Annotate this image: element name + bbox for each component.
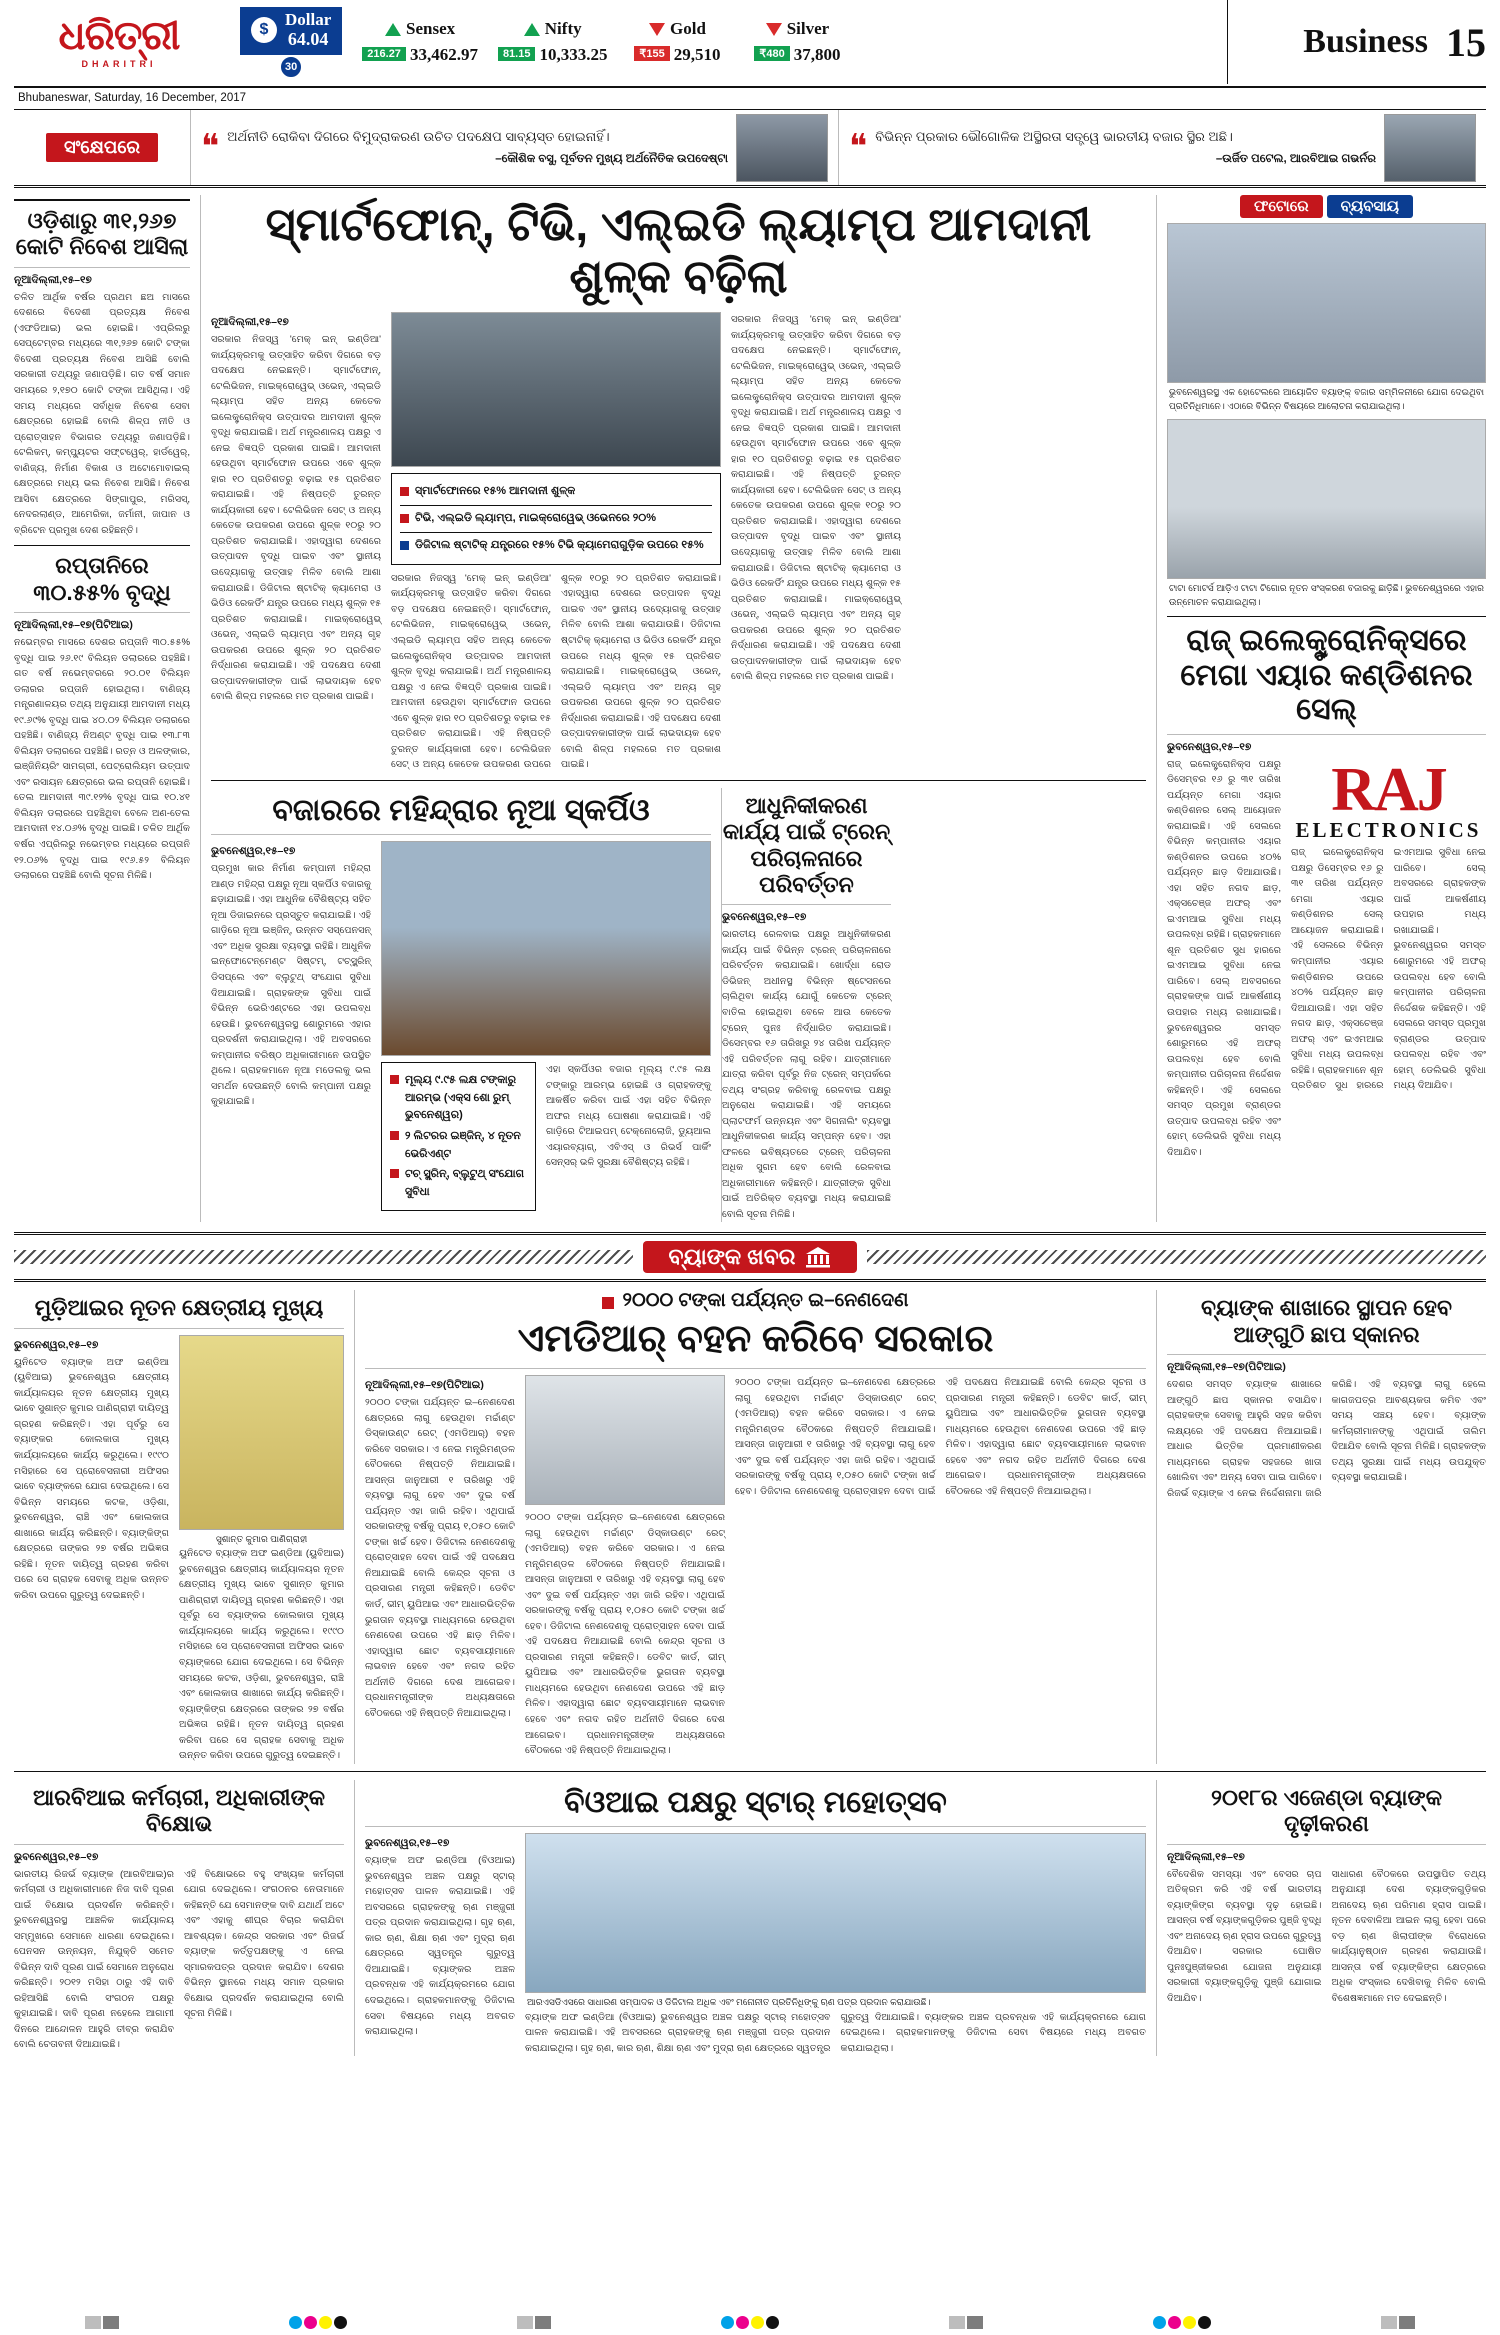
quote-2-attribution: –ଉର୍ଜିତ ପଟେଲ, ଆରବିଆଇ ଗଭର୍ନର [1215,152,1376,165]
ticker-value-sensex: 33,462.97 [409,45,478,64]
lead-bullet-3 [400,538,712,554]
agenda-body-2: ସାଧାରଣ ବୈଠକରେ ଉପସ୍ଥାପିତ ତଥ୍ୟ ଅନୁଯାୟୀ ଦେଶ ବ୍ୟାଙ୍କଗୁଡ଼ିକର ଅନାଦେୟ ଋଣ ପରିମାଣ ହ୍ରାସ ପାଇଛି। ନୂତନ ଦେବାଳିଆ ଆଇନ ଲାଗୁ ହେବା ପରେ ବଡ଼ ଋଣ ଖିଲାପୀଙ୍କ ବିରୋଧରେ କାର୍ଯ୍ୟାନୁଷ୍ଠାନ ଗ୍ରହଣ କରାଯାଉଛି। ଆସନ୍ତା ବର୍ଷ ବ୍ୟାଙ୍କିଙ୍ଗ କ୍ଷେତ୍ରରେ ଅଧିକ ସଂସ୍କାର ଦେଖିବାକୁ ମିଳିବ ବୋଲି ବିଶେଷଜ୍ଞମାନେ ମତ ଦେଇଛନ୍ତି। [1331,1868,1486,2004]
square-bullet-icon [400,514,409,523]
photo-feature-meeting [1167,223,1486,383]
mahindra-photo-scorpio [381,841,711,1056]
lead-bullet-2 [400,511,712,527]
lead-body-2: ସରକାର ନିଜସ୍ୱ 'ମେକ୍ ଇନ୍ ଇଣ୍ଡିଆ' କାର୍ଯ୍ୟକ୍ରମକୁ ଉତ୍ସାହିତ କରିବା ଦିଗରେ ବଡ଼ ପଦକ୍ଷେପ ନେଇଛନ୍ତି। ସ୍ମାର୍ଟଫୋନ୍, ଟେଲିଭିଜନ, ମାଇକ୍ରୋୱେଭ୍ ଓଭେନ୍, ଏଲ୍ଇଡି ଲ୍ୟାମ୍ପ ସହିତ ଅନ୍ୟ କେତେକ ଇଲେକ୍ଟ୍ରୋନିକ୍ସ ଉତ୍ପାଦର ଆମଦାନୀ ଶୁଳ୍କ ବୃଦ୍ଧି କରାଯାଇଛି। ଅର୍ଥ ମନ୍ତ୍ରଣାଳୟ ପକ୍ଷରୁ ଏ ନେଇ ବିଜ୍ଞପ୍ତି ପ୍ରକାଶ ପାଇଛି। ଆମଦାନୀ ହେଉଥିବା ସ୍ମାର୍ଟଫୋନ ଉପରେ ଏବେ ଶୁଳ୍କ ହାର ୧୦ ପ୍ରତିଶତରୁ ବଢ଼ାଇ ୧୫ ପ୍ରତିଶତ କରାଯାଇଛି। ଏହି ନିଷ୍ପତ୍ତି ତୁରନ୍ତ କାର୍ଯ୍ୟକାରୀ ହେବ। ଟେଲିଭିଜନ ସେଟ୍ ଓ ଅନ୍ୟ କେତେକ ଉପକରଣ ଉପରେ ଶୁଳ୍କ ୧୦ରୁ ୨୦ ପ୍ରତିଶତ କରାଯାଇଛି। ଏହାଦ୍ୱାରା ଦେଶରେ ଉତ୍ପାଦନ ବୃଦ୍ଧି ପାଇବ ଏବଂ ସ୍ଥାନୀୟ ଉଦ୍ୟୋଗକୁ ଉତ୍ସାହ ମିଳିବ ବୋଲି ଆଶା କରାଯାଉଛି। ଡିଜିଟାଲ ଷ୍ଟାଟିକ୍ କ୍ୟାମେରା ଓ ଭିଡିଓ ରେକର୍ଡିଂ ଯନ୍ତ୍ର ଉପରେ ମଧ୍ୟ ଶୁଳ୍କ ୧୫ ପ୍ରତିଶତ କରାଯାଇଛି। ମାଇକ୍ରୋୱେଭ୍ ଓଭେନ୍, ଏଲ୍ଇଡି ଲ୍ୟାମ୍ପ ଏବଂ ଅନ୍ୟ ଗୃହ ଉପକରଣ ଉପରେ ଶୁଳ୍କ ୨୦ ପ୍ରତିଶତ ନିର୍ଦ୍ଧାରଣ କରାଯାଇଛି। ଏହି ପଦକ୍ଷେପ ଦେଶୀ ଉତ୍ପାଦନକାରୀଙ୍କ ପାଇଁ ଲାଭଦାୟକ ହେବ ବୋଲି ଶିଳ୍ପ ମହଲରେ ମତ ପ୍ରକାଶ ପାଇଛି। [391,572,721,771]
raj-kicker: ଭୁବନେଶ୍ୱର,୧୫–୧୭ [1167,740,1252,753]
quote-1-attribution: –କୌଶିକ ବସୁ, ପୂର୍ବତନ ମୁଖ୍ୟ ଅର୍ଥନୈତିକ ଉପଦେଷ୍ଟା [495,152,728,165]
mdr-headline: ଏମଡିଆର୍ ବହନ କରିବେ ସରକାର [517,1318,994,1361]
logo-text: ଧରିତ୍ରୀ [58,12,180,58]
raj-logo-sub: ELECTRONICS [1295,818,1482,843]
square-bullet-icon [602,1297,614,1309]
rbi-headline: ଆରବିଆଇ କର୍ମଚାରୀ, ଅଧିକାରୀଙ୍କ ବିକ୍ଷୋଭ [32,1784,326,1837]
modernization-body: ଭାରତୀୟ ରେଳବାଇ ପକ୍ଷରୁ ଆଧୁନିକୀକରଣ କାର୍ଯ୍ୟ ପାଇଁ ବିଭିନ୍ନ ଟ୍ରେନ୍ ପରିଚାଳନାରେ ପରିବର୍ତ୍ତନ କରାଯାଇଛି। ଖୋର୍ଦ୍ଧା ରୋଡ ଡିଭିଜନ୍ ଅଧୀନସ୍ଥ ବିଭିନ୍ନ ଷ୍ଟେସନରେ ଚାଲିଥିବା କାର୍ଯ୍ୟ ଯୋଗୁଁ କେତେକ ଟ୍ରେନ୍ ବାତିଲ ହୋଇଥିବା ବେଳେ ଆଉ କେତେକ ଟ୍ରେନ୍ ପୁନଃ ନିର୍ଦ୍ଧାରିତ କରାଯାଇଛି। ଡିସେମ୍ବର ୧୬ ତାରିଖରୁ ୨୪ ତାରିଖ ପର୍ଯ୍ୟନ୍ତ ଏହି ପରିବର୍ତ୍ତନ ଲାଗୁ ରହିବ। ଯାତ୍ରୀମାନେ ଯାତ୍ରା କରିବା ପୂର୍ବରୁ ନିଜ ଟ୍ରେନ୍ ସମ୍ପର୍କରେ ତଥ୍ୟ ସଂଗ୍ରହ କରିବାକୁ ରେଳବାଇ ପକ୍ଷରୁ ଅନୁରୋଧ କରାଯାଇଛି। ଏହି ସମୟରେ ପ୍ଲାଟଫର୍ମ ଉନ୍ନୟନ ଏବଂ ସିଗନାଲିଂ ବ୍ୟବସ୍ଥା ଆଧୁନିକୀକରଣ କାର୍ଯ୍ୟ ସମ୍ପନ୍ନ ହେବ। ଏହା ଫଳରେ ଭବିଷ୍ୟତରେ ଟ୍ରେନ୍ ପରିଚାଳନା ଅଧିକ ସୁଗମ ହେବ ବୋଲି ରେଳବାଇ ଅଧିକାରୀମାନେ କହିଛନ୍ତି। ଯାତ୍ରୀଙ୍କ ସୁବିଧା ପାଇଁ ଅତିରିକ୍ତ ବ୍ୟବସ୍ଥା ମଧ୍ୟ କରାଯାଇଛି ବୋଲି ସୂଚନା ମିଳିଛି। [722,929,891,1220]
reg-group-6 [1153,2316,1211,2329]
ticker-value-nifty: 10,333.25 [539,45,608,64]
bank-left-kicker: ଭୁବନେଶ୍ୱର,୧୫–୧୭ [14,1338,99,1351]
bank-news-title-text: ବ୍ୟାଙ୍କ ଖବର [668,1244,796,1270]
mdr-body-1: ୨୦୦୦ ଟଙ୍କା ପର୍ଯ୍ୟନ୍ତ ଇ–ନେଣଦେଣ କ୍ଷେତ୍ରରେ ଲାଗୁ ହେଉଥିବା ମର୍ଚ୍ଚାଣ୍ଟ ଡିସ୍କାଉଣ୍ଟ ରେଟ୍ (ଏମଡିଆର୍) ବହନ କରିବେ ସରକାର। ଏ ନେଇ ମନ୍ତ୍ରିମଣ୍ଡଳ ବୈଠକରେ ନିଷ୍ପତ୍ତି ନିଆଯାଇଛି। ଆସନ୍ତା ଜାନୁଆରୀ ୧ ତାରିଖରୁ ଏହି ବ୍ୟବସ୍ଥା ଲାଗୁ ହେବ ଏବଂ ଦୁଇ ବର୍ଷ ପର୍ଯ୍ୟନ୍ତ ଏହା ଜାରି ରହିବ। ଏଥିପାଇଁ ସରକାରଙ୍କୁ ବର୍ଷକୁ ପ୍ରାୟ ୧,୦୫୦ କୋଟି ଟଙ୍କା ଖର୍ଚ୍ଚ ହେବ। ଡିଜିଟାଲ ନେଣଦେଣକୁ ପ୍ରୋତ୍ସାହନ ଦେବା ପାଇଁ ଏହି ପଦକ୍ଷେପ ନିଆଯାଇଛି ବୋଲି କେନ୍ଦ୍ର ସୂଚନା ଓ ପ୍ରସାରଣ ମନ୍ତ୍ରୀ କହିଛନ୍ତି। ଡେବିଟ କାର୍ଡ, ଭୀମ୍ ୟୁପିଆଇ ଏବଂ ଆଧାରଭିତ୍ତିକ ଭୁଗତାନ ବ୍ୟବସ୍ଥା ମାଧ୍ୟମରେ ହେଉଥିବା ନେଣଦେଣ ଉପରେ ଏହି ଛାଡ଼ ମିଳିବ। ଏହାଦ୍ୱାରା ଛୋଟ ବ୍ୟବସାୟୀମାନେ ଲାଭବାନ ହେବେ ଏବଂ ନଗଦ ରହିତ ଅର୍ଥନୀତି ଦିଗରେ ଦେଶ ଆଗେଇବ। ପ୍ରଧାନମନ୍ତ୍ରୀଙ୍କ ଅଧ୍ୟକ୍ଷତାରେ ବୈଠକରେ ଏହି ନିଷ୍ପତ୍ତି ନିଆଯାଇଥିଲା। [365,1397,515,1719]
modernization-kicker: ଭୁବନେଶ୍ୱର,୧୫–୧୭ [722,911,807,924]
left-headline-2: ରପ୍ତାନିରେ ୩୦.୫୫% ବୃଦ୍ଧି [33,553,171,605]
ticker-name-gold: Gold [670,19,706,38]
bank-right-story [1156,1290,1486,1763]
bank-right-body: ଦେଶର ସମସ୍ତ ବ୍ୟାଙ୍କ ଶାଖାରେ ଆଙ୍ଗୁଠି ଛାପ ସ୍କାନର ବସାଯିବ। ଗ୍ରାହକଙ୍କ ସେବାକୁ ଆହୁରି ସହଜ କରିବା ଲକ୍ଷ୍ୟରେ ଏହି ପଦକ୍ଷେପ ନିଆଯାଇଛି। ଆଧାର ଭିତ୍ତିକ ପ୍ରମାଣୀକରଣ ମାଧ୍ୟମରେ ଗ୍ରାହକ ସହଜରେ ଖାତା ଖୋଲିବା ଏବଂ ଅନ୍ୟ ସେବା ପାଇ ପାରିବେ। ରିଜର୍ଭ ବ୍ୟାଙ୍କ ଏ ନେଇ ନିର୍ଦ୍ଦେଶନାମା ଜାରି କରିଛି। ଏହି ବ୍ୟବସ୍ଥା ଲାଗୁ ହେଲେ କାଗଜପତ୍ର ଆବଶ୍ୟକତା କମିବ ଏବଂ ସମୟ ସଞ୍ଚୟ ହେବ। ବ୍ୟାଙ୍କ କର୍ମଚାରୀମାନଙ୍କୁ ଏଥିପାଇଁ ତାଲିମ ଦିଆଯିବ ବୋଲି ସୂଚନା ମିଳିଛି। ଗ୍ରାହକଙ୍କ ତଥ୍ୟ ସୁରକ୍ଷା ପାଇଁ ମଧ୍ୟ ଉପଯୁକ୍ତ ବ୍ୟବସ୍ଥା କରାଯାଇଛି। [1167,1379,1486,1499]
section-name: Business [1303,23,1428,60]
bank-left-story [14,1290,344,1763]
quote-2-text: ବିଭିନ୍ନ ପ୍ରକାର ଭୌଗୋଳିକ ଅସ୍ଥିରତା ସତ୍ତ୍ୱେ ଭାରତୀୟ ବଜାର ସ୍ଥିର ଅଛି। [875,129,1233,145]
square-bullet-icon [390,1169,399,1178]
boi-story [354,1780,1146,2057]
quote-2 [838,110,1486,185]
lead-kicker: ନୂଆଦିଲ୍ଲୀ,୧୫–୧୭ [211,316,289,329]
ticker-dollar [230,7,352,76]
ticker-value-silver: 37,800 [793,45,841,64]
center-column [200,195,1146,1222]
zigzag-right-decoration [867,1250,1486,1264]
lead-body-3: ସରକାର ନିଜସ୍ୱ 'ମେକ୍ ଇନ୍ ଇଣ୍ଡିଆ' କାର୍ଯ୍ୟକ୍ରମକୁ ଉତ୍ସାହିତ କରିବା ଦିଗରେ ବଡ଼ ପଦକ୍ଷେପ ନେଇଛନ୍ତି। ସ୍ମାର୍ଟଫୋନ୍, ଟେଲିଭିଜନ, ମାଇକ୍ରୋୱେଭ୍ ଓଭେନ୍, ଏଲ୍ଇଡି ଲ୍ୟାମ୍ପ ସହିତ ଅନ୍ୟ କେତେକ ଇଲେକ୍ଟ୍ରୋନିକ୍ସ ଉତ୍ପାଦର ଆମଦାନୀ ଶୁଳ୍କ ବୃଦ୍ଧି କରାଯାଇଛି। ଅର୍ଥ ମନ୍ତ୍ରଣାଳୟ ପକ୍ଷରୁ ଏ ନେଇ ବିଜ୍ଞପ୍ତି ପ୍ରକାଶ ପାଇଛି। ଆମଦାନୀ ହେଉଥିବା ସ୍ମାର୍ଟଫୋନ ଉପରେ ଏବେ ଶୁଳ୍କ ହାର ୧୦ ପ୍ରତିଶତରୁ ବଢ଼ାଇ ୧୫ ପ୍ରତିଶତ କରାଯାଇଛି। ଏହି ନିଷ୍ପତ୍ତି ତୁରନ୍ତ କାର୍ଯ୍ୟକାରୀ ହେବ। ଟେଲିଭିଜନ ସେଟ୍ ଓ ଅନ୍ୟ କେତେକ ଉପକରଣ ଉପରେ ଶୁଳ୍କ ୧୦ରୁ ୨୦ ପ୍ରତିଶତ କରାଯାଇଛି। ଏହାଦ୍ୱାରା ଦେଶରେ ଉତ୍ପାଦନ ବୃଦ୍ଧି ପାଇବ ଏବଂ ସ୍ଥାନୀୟ ଉଦ୍ୟୋଗକୁ ଉତ୍ସାହ ମିଳିବ ବୋଲି ଆଶା କରାଯାଉଛି। ଡିଜିଟାଲ ଷ୍ଟାଟିକ୍ କ୍ୟାମେରା ଓ ଭିଡିଓ ରେକର୍ଡିଂ ଯନ୍ତ୍ର ଉପରେ ମଧ୍ୟ ଶୁଳ୍କ ୧୫ ପ୍ରତିଶତ କରାଯାଇଛି। ମାଇକ୍ରୋୱେଭ୍ ଓଭେନ୍, ଏଲ୍ଇଡି ଲ୍ୟାମ୍ପ ଏବଂ ଅନ୍ୟ ଗୃହ ଉପକରଣ ଉପରେ ଶୁଳ୍କ ୨୦ ପ୍ରତିଶତ ନିର୍ଦ୍ଧାରଣ କରାଯାଇଛି। ଏହି ପଦକ୍ଷେପ ଦେଶୀ ଉତ୍ପାଦନକାରୀଙ୍କ ପାଇଁ ଲାଭଦାୟକ ହେବ ବୋଲି ଶିଳ୍ପ ମହଲରେ ମତ ପ୍ରକାଶ ପାଇଛି। [731,314,901,683]
left-body-1: ଚଳିତ ଆର୍ଥିକ ବର୍ଷର ପ୍ରଥମ ଛଅ ମାସରେ ଦେଶରେ ବିଦେଶୀ ପ୍ରତ୍ୟକ୍ଷ ନିବେଶ (ଏଫଡିଆଇ) ଭଲ ହୋଇଛି। ଏପ୍ରିଲରୁ ସେପ୍ଟେମ୍ବର ମଧ୍ୟରେ ୩୧,୨୬୭ କୋଟି ଟଙ୍କା ବିଦେଶୀ ପ୍ରତ୍ୟକ୍ଷ ନିବେଶ ଆସିଛି ବୋଲି ସରକାରୀ ତଥ୍ୟରୁ ଜଣାପଡ଼ିଛି। ଗତ ବର୍ଷ ସମାନ ସମୟରେ ୨,୧୭୦ କୋଟି ଟଙ୍କା ଆସିଥିଲା। ଏହି ସମୟ ମଧ୍ୟରେ ସର୍ବାଧିକ ନିବେଶ ସେବା କ୍ଷେତ୍ରରେ ହୋଇଛି ବୋଲି ଶିଳ୍ପ ନୀତି ଓ ପ୍ରୋତ୍ସାହନ ବିଭାଗର ତଥ୍ୟରୁ ଜଣାପଡ଼ିଛି। ଟେଲିକମ୍, କମ୍ପ୍ୟୁଟର ସଫ୍ଟୱେର୍, ହାର୍ଡୱେର୍, ବାଣିଜ୍ୟ, ନିର୍ମାଣ ବିକାଶ ଓ ଅଟୋମୋବାଇଲ୍ କ୍ଷେତ୍ରରେ ମଧ୍ୟ ଭଲ ନିବେଶ ଆସିଛି। ନିବେଶ ଆସିବା କ୍ଷେତ୍ରରେ ସିଙ୍ଗାପୁର, ମରିସସ୍, ନେଦରଲାଣ୍ଡ, ଆମେରିକା, ଜର୍ମାନୀ, ଜାପାନ ଓ ବ୍ରିଟେନ ପ୍ରମୁଖ ଦେଶ ରହିଛନ୍ତି। [14,291,190,536]
summary-badge: ସଂକ୍ଷେପରେ [46,133,158,162]
page-number: 15 [1446,19,1486,65]
left-kicker-1: ନୂଆଦିଲ୍ଲୀ,୧୫–୧୭ [14,273,92,286]
ticker-badge-gold: ₹155 [634,46,669,61]
mahindra-price-box [381,1062,536,1211]
section-header [1236,0,1486,84]
color-registration-bars [0,2316,1500,2329]
lead-story-block [211,312,1146,773]
price-line-1 [390,1072,527,1125]
ticker-name-dollar: Dollar [285,10,332,30]
raj-logo-main: RAJ [1331,755,1446,824]
zigzag-left-decoration [14,1250,633,1264]
ticker-value-gold: 29,510 [673,45,721,64]
logo-subtext: DHARITRI [81,58,157,69]
mahindra-kicker: ଭୁବନେଶ୍ୱର,୧୫–୧୭ [211,845,296,858]
mahindra-headline: ବଜାରରେ ମହିନ୍ଦ୍ରାର ନୂଆ ସ୍କର୍ପିଓ [272,793,650,827]
lead-bullet-1 [400,484,712,500]
mahindra-price-text: ଏହା ସ୍କର୍ପିଓର ବଜାର ମୂଲ୍ୟ ୯.୯୫ ଲକ୍ଷ ଟଙ୍କାରୁ ଆରମ୍ଭ ହୋଇଛି ଓ ଗ୍ରାହକଙ୍କୁ ଆକର୍ଷିତ କରିବା ପାଇଁ ଏହା ସହିତ ବିଭିନ୍ନ ଅଫର ମଧ୍ୟ ଘୋଷଣା କରାଯାଇଛି। ଏହି ଗାଡ଼ିରେ ଟିଆଇପମ୍ ଟେକ୍ନୋଲୋଜି, ଡ୍ୟୁଆଲ ଏୟାରବ୍ୟାଗ୍, ଏବିଏସ୍ ଓ ରିଭର୍ସ ପାର୍କିଂ ସେନ୍ସର୍ ଭଳି ସୁରକ୍ଷା ବୈଶିଷ୍ଟ୍ୟ ରହିଛି। [546,1064,711,1169]
ticker-silver [737,19,857,65]
mid-row [211,788,1146,1223]
ticker-name-silver: Silver [786,19,830,38]
reg-group-3 [517,2316,551,2329]
newspaper-logo [14,0,224,84]
square-bullet-icon [400,487,409,496]
main-content [14,195,1486,1222]
lead-col-1 [211,312,381,773]
bank-right-headline: ବ୍ୟାଙ୍କ ଶାଖାରେ ସ୍ଥାପନ ହେବ ଆଙ୍ଗୁଠି ଛାପ ସ୍କାନର [1200,1295,1453,1347]
boi-headline: ବିଓଆଇ ପକ୍ଷରୁ ସ୍ଟାର୍ ମହୋତ୍ସବ [564,1785,947,1819]
quote-1-portrait [736,114,828,182]
square-bullet-icon [390,1075,399,1084]
ticker-badge-dollar: 30 [281,57,301,77]
reg-group-7 [1381,2316,1415,2329]
agenda-body-1: ବୈଦେଶିକ ସମସ୍ୟା ଏବଂ ବେସର ଚାପ ଅତିକ୍ରମ କରି ଏହି ବର୍ଷ ଭାରତୀୟ ବ୍ୟାଙ୍କିଙ୍ଗ ବ୍ୟବସ୍ଥା ଦୃଢ଼ ହୋଇଛି। ଆସନ୍ତା ବର୍ଷ ବ୍ୟାଙ୍କଗୁଡ଼ିକର ପୁଞ୍ଜି ବୃଦ୍ଧି ଏବଂ ଅନାଦେୟ ଋଣ ହ୍ରାସ ଉପରେ ଗୁରୁତ୍ୱ ଦିଆଯିବ। ସରକାର ଘୋଷିତ ପୁନଃପୁଞ୍ଜୀକରଣ ଯୋଜନା ଅନୁଯାୟୀ ସରକାରୀ ବ୍ୟାଙ୍କଗୁଡ଼ିକୁ ପୁଞ୍ଜି ଯୋଗାଇ ଦିଆଯିବ। [1167,1868,1322,2004]
right-column [1156,195,1486,1222]
rbi-body-2: ଏହି ବିକ୍ଷୋଭରେ ବହୁ ସଂଖ୍ୟକ କର୍ମଚାରୀ ଯୋଗ ଦେଇଥିଲେ। ସଂଗଠନର ନେତାମାନେ କହିଛନ୍ତି ଯେ ସେମାନଙ୍କ ଦାବି ଯଥାର୍ଥ ଅଟେ ଏବଂ ଏହାକୁ ଶୀଘ୍ର ବିଚାର କରାଯିବା ଆବଶ୍ୟକ। କେନ୍ଦ୍ର ସରକାର ଏବଂ ରିଜର୍ଭ ବ୍ୟାଙ୍କ କର୍ତ୍ତୃପକ୍ଷଙ୍କୁ ଏ ନେଇ ସ୍ମାରକପତ୍ର ପ୍ରଦାନ କରାଯିବ। ଦେଶର ବିଭିନ୍ନ ସ୍ଥାନରେ ମଧ୍ୟ ସମାନ ପ୍ରକାର ବିକ୍ଷୋଭ ପ୍ରଦର୍ଶନ କରାଯାଇଥିଲା ବୋଲି ସୂଚନା ମିଳିଛି। [184,1868,344,2020]
agenda-kicker: ନୂଆଦିଲ୍ଲୀ,୧୫–୧୭ [1167,1850,1245,1863]
price-line-2-text: ୨ ଲିଟରର ଇଞ୍ଜିନ୍, ୪ ନୂତନ ଭେରିଏଣ୍ଟ [405,1130,521,1160]
bank-news-strip [14,1232,1486,1282]
dateline: Bhubaneswar, Saturday, 16 December, 2017 [14,88,1486,110]
lead-body-1: ସରକାର ନିଜସ୍ୱ 'ମେକ୍ ଇନ୍ ଇଣ୍ଡିଆ' କାର୍ଯ୍ୟକ୍ରମକୁ ଉତ୍ସାହିତ କରିବା ଦିଗରେ ବଡ଼ ପଦକ୍ଷେପ ନେଇଛନ୍ତି। ସ୍ମାର୍ଟଫୋନ୍, ଟେଲିଭିଜନ, ମାଇକ୍ରୋୱେଭ୍ ଓଭେନ୍, ଏଲ୍ଇଡି ଲ୍ୟାମ୍ପ ସହିତ ଅନ୍ୟ କେତେକ ଇଲେକ୍ଟ୍ରୋନିକ୍ସ ଉତ୍ପାଦର ଆମଦାନୀ ଶୁଳ୍କ ବୃଦ୍ଧି କରାଯାଇଛି। ଅର୍ଥ ମନ୍ତ୍ରଣାଳୟ ପକ୍ଷରୁ ଏ ନେଇ ବିଜ୍ଞପ୍ତି ପ୍ରକାଶ ପାଇଛି। ଆମଦାନୀ ହେଉଥିବା ସ୍ମାର୍ଟଫୋନ ଉପରେ ଏବେ ଶୁଳ୍କ ହାର ୧୦ ପ୍ରତିଶତରୁ ବଢ଼ାଇ ୧୫ ପ୍ରତିଶତ କରାଯାଇଛି। ଏହି ନିଷ୍ପତ୍ତି ତୁରନ୍ତ କାର୍ଯ୍ୟକାରୀ ହେବ। ଟେଲିଭିଜନ ସେଟ୍ ଓ ଅନ୍ୟ କେତେକ ଉପକରଣ ଉପରେ ଶୁଳ୍କ ୧୦ରୁ ୨୦ ପ୍ରତିଶତ କରାଯାଇଛି। ଏହାଦ୍ୱାରା ଦେଶରେ ଉତ୍ପାଦନ ବୃଦ୍ଧି ପାଇବ ଏବଂ ସ୍ଥାନୀୟ ଉଦ୍ୟୋଗକୁ ଉତ୍ସାହ ମିଳିବ ବୋଲି ଆଶା କରାଯାଉଛି। ଡିଜିଟାଲ ଷ୍ଟାଟିକ୍ କ୍ୟାମେରା ଓ ଭିଡିଓ ରେକର୍ଡିଂ ଯନ୍ତ୍ର ଉପରେ ମଧ୍ୟ ଶୁଳ୍କ ୧୫ ପ୍ରତିଶତ କରାଯାଇଛି। ମାଇକ୍ରୋୱେଭ୍ ଓଭେନ୍, ଏଲ୍ଇଡି ଲ୍ୟାମ୍ପ ଏବଂ ଅନ୍ୟ ଗୃହ ଉପକରଣ ଉପରେ ଶୁଳ୍କ ୨୦ ପ୍ରତିଶତ ନିର୍ଦ୍ଧାରଣ କରାଯାଇଛି। ଏହି ପଦକ୍ଷେପ ଦେଶୀ ଉତ୍ପାଦନକାରୀଙ୍କ ପାଇଁ ଲାଭଦାୟକ ହେବ ବୋଲି ଶିଳ୍ପ ମହଲରେ ମତ ପ୍ରକାଶ ପାଇଛି। [211,334,381,703]
bank-left-portrait [179,1335,344,1530]
raj-headline: ରାଜ୍ ଇଲେକ୍ଟ୍ରୋନିକ୍ସରେ ମେଗା ଏୟାର କଣ୍ଡିଶନର ସେଲ୍ [1180,624,1473,726]
left-headline-1: ଓଡ଼ିଶାରୁ ୩୧,୨୬୭ କୋଟି ନିବେଶ ଆସିଲା [15,208,189,260]
reg-group-4 [721,2316,779,2329]
bank-left-body-2: ୟୁନିଟେଡ ବ୍ୟାଙ୍କ ଅଫ ଇଣ୍ଡିଆ (ୟୁବିଆଇ) ଭୁବନେଶ୍ୱର କ୍ଷେତ୍ରୀୟ କାର୍ଯ୍ୟାଳୟର ନୂତନ କ୍ଷେତ୍ରୀୟ ମୁଖ୍ୟ ଭାବେ ସୁଶାନ୍ତ କୁମାର ପାଣିଗ୍ରାହୀ ଦାୟିତ୍ୱ ଗ୍ରହଣ କରିଛନ୍ତି। ଏହା ପୂର୍ବରୁ ସେ ବ୍ୟାଙ୍କର କୋଲକାତା ମୁଖ୍ୟ କାର୍ଯ୍ୟାଳୟରେ କାର୍ଯ୍ୟ କରୁଥିଲେ। ୧୯୯୦ ମସିହାରେ ସେ ପ୍ରୋବେସନାରୀ ଅଫିସର ଭାବେ ବ୍ୟାଙ୍କରେ ଯୋଗ ଦେଇଥିଲେ। ସେ ବିଭିନ୍ନ ସମୟରେ କଟକ, ଓଡ଼ିଶା, ଭୁବନେଶ୍ୱର, ରାଞ୍ଚି ଏବଂ କୋଲକାତା ଶାଖାରେ କାର୍ଯ୍ୟ କରିଛନ୍ତି। ବ୍ୟାଙ୍କିଙ୍ଗ କ୍ଷେତ୍ରରେ ତାଙ୍କର ୨୭ ବର୍ଷର ଅଭିଜ୍ଞତା ରହିଛି। ନୂତନ ଦାୟିତ୍ୱ ଗ୍ରହଣ କରିବା ପରେ ସେ ଗ୍ରାହକ ସେବାକୁ ଅଧିକ ଉନ୍ନତ କରିବା ଉପରେ ଗୁରୁତ୍ୱ ଦେଇଛନ୍ତି। [179,1548,344,1762]
mdr-photo-pos-terminal [525,1375,725,1505]
rbi-story [14,1780,344,2057]
arrow-down-icon [766,23,782,36]
ticker-badge-silver: ₹480 [754,46,789,61]
quote-strip [14,110,1486,188]
bank-right-kicker: ନୂଆଦିଲ୍ଲୀ,୧୫–୧୭(ପିଟିଆଇ) [1167,1361,1286,1374]
tag-business: ବ୍ୟବସାୟ [1327,195,1413,218]
raj-body-1: ରାଜ୍ ଇଲେକ୍ଟ୍ରୋନିକ୍ସ ପକ୍ଷରୁ ଡିସେମ୍ବର ୧୬ ରୁ ୩୧ ତାରିଖ ପର୍ଯ୍ୟନ୍ତ ମେଗା ଏୟାର କଣ୍ଡିଶନର ସେଲ୍ ଆୟୋଜନ କରାଯାଇଛି। ଏହି ସେଲରେ ବିଭିନ୍ନ କମ୍ପାନୀର ଏୟାର କଣ୍ଡିଶନର ଉପରେ ୪୦% ପର୍ଯ୍ୟନ୍ତ ଛାଡ଼ ଦିଆଯାଉଛି। ଏହା ସହିତ ନଗଦ ଛାଡ଼, ଏକ୍ସଚେଞ୍ଜ ଅଫର୍ ଏବଂ ଇଏମଆଇ ସୁବିଧା ମଧ୍ୟ ଉପଲବ୍ଧ ରହିଛି। ଗ୍ରାହକମାନେ ଶୂନ ପ୍ରତିଶତ ସୁଧ ହାରରେ ଇଏମଆଇ ସୁବିଧା ନେଇ ପାରିବେ। ସେଲ୍ ଅବସରରେ ଗ୍ରାହକଙ୍କ ପାଇଁ ଆକର୍ଷଣୀୟ ଉପହାର ମଧ୍ୟ ରଖାଯାଇଛି। ଭୁବନେଶ୍ୱରର ସମସ୍ତ ଶୋରୁମରେ ଏହି ଅଫର୍ ଉପଲବ୍ଧ ହେବ ବୋଲି କମ୍ପାନୀର ପରିଚାଳନା ନିର୍ଦ୍ଦେଶକ କହିଛନ୍ତି। ଏହି ସେଲରେ ସମସ୍ତ ପ୍ରମୁଖ ବ୍ରାଣ୍ଡର ଉତ୍ପାଦ ଉପଲବ୍ଧ ରହିବ ଏବଂ ହୋମ୍ ଡେଲିଭରି ସୁବିଧା ମଧ୍ୟ ଦିଆଯିବ। [1167,758,1281,1158]
lead-bullet-2-text: ଟିଭି, ଏଲ୍ଇଡି ଲ୍ୟାମ୍ପ, ମାଇକ୍ରୋୱେଭ୍ ଓଭେନରେ ୨୦% [415,511,657,524]
lead-bullet-1-text: ସ୍ମାର୍ଟଫୋନରେ ୧୫% ଆମଦାନୀ ଶୁଳ୍କ [415,485,576,498]
photo-feature-tags [1167,195,1486,218]
arrow-down-icon [649,23,665,36]
ticker-sensex [352,19,488,65]
market-ticker [224,0,1219,84]
bank-left-body: ୟୁନିଟେଡ ବ୍ୟାଙ୍କ ଅଫ ଇଣ୍ଡିଆ (ୟୁବିଆଇ) ଭୁବନେଶ୍ୱର କ୍ଷେତ୍ରୀୟ କାର୍ଯ୍ୟାଳୟର ନୂତନ କ୍ଷେତ୍ରୀୟ ମୁଖ୍ୟ ଭାବେ ସୁଶାନ୍ତ କୁମାର ପାଣିଗ୍ରାହୀ ଦାୟିତ୍ୱ ଗ୍ରହଣ କରିଛନ୍ତି। ଏହା ପୂର୍ବରୁ ସେ ବ୍ୟାଙ୍କର କୋଲକାତା ମୁଖ୍ୟ କାର୍ଯ୍ୟାଳୟରେ କାର୍ଯ୍ୟ କରୁଥିଲେ। ୧୯୯୦ ମସିହାରେ ସେ ପ୍ରୋବେସନାରୀ ଅଫିସର ଭାବେ ବ୍ୟାଙ୍କରେ ଯୋଗ ଦେଇଥିଲେ। ସେ ବିଭିନ୍ନ ସମୟରେ କଟକ, ଓଡ଼ିଶା, ଭୁବନେଶ୍ୱର, ରାଞ୍ଚି ଏବଂ କୋଲକାତା ଶାଖାରେ କାର୍ଯ୍ୟ କରିଛନ୍ତି। ବ୍ୟାଙ୍କିଙ୍ଗ କ୍ଷେତ୍ରରେ ତାଙ୍କର ୨୭ ବର୍ଷର ଅଭିଜ୍ଞତା ରହିଛି। ନୂତନ ଦାୟିତ୍ୱ ଗ୍ରହଣ କରିବା ପରେ ସେ ଗ୍ରାହକ ସେବାକୁ ଅଧିକ ଉନ୍ନତ କରିବା ଉପରେ ଗୁରୁତ୍ୱ ଦେଇଛନ୍ତି। [14,1356,169,1601]
square-bullet-icon [400,541,409,550]
arrow-up-icon [385,23,401,36]
mdr-topline: ୨୦୦୦ ଟଙ୍କା ପର୍ଯ୍ୟନ୍ତ ଇ–ନେଣଦେଣ [622,1290,909,1312]
ticker-badge-sensex: 216.27 [362,47,406,61]
lead-media [391,312,721,773]
reg-group-5 [949,2316,983,2329]
bottom-section [14,1780,1486,2057]
mdr-body-3: ୨୦୦୦ ଟଙ୍କା ପର୍ଯ୍ୟନ୍ତ ଇ–ନେଣଦେଣ କ୍ଷେତ୍ରରେ ଲାଗୁ ହେଉଥିବା ମର୍ଚ୍ଚାଣ୍ଟ ଡିସ୍କାଉଣ୍ଟ ରେଟ୍ (ଏମଡିଆର୍) ବହନ କରିବେ ସରକାର। ଏ ନେଇ ମନ୍ତ୍ରିମଣ୍ଡଳ ବୈଠକରେ ନିଷ୍ପତ୍ତି ନିଆଯାଇଛି। ଆସନ୍ତା ଜାନୁଆରୀ ୧ ତାରିଖରୁ ଏହି ବ୍ୟବସ୍ଥା ଲାଗୁ ହେବ ଏବଂ ଦୁଇ ବର୍ଷ ପର୍ଯ୍ୟନ୍ତ ଏହା ଜାରି ରହିବ। ଏଥିପାଇଁ ସରକାରଙ୍କୁ ବର୍ଷକୁ ପ୍ରାୟ ୧,୦୫୦ କୋଟି ଟଙ୍କା ଖର୍ଚ୍ଚ ହେବ। ଡିଜିଟାଲ ନେଣଦେଣକୁ ପ୍ରୋତ୍ସାହନ ଦେବା ପାଇଁ ଏହି ପଦକ୍ଷେପ ନିଆଯାଇଛି ବୋଲି କେନ୍ଦ୍ର ସୂଚନା ଓ ପ୍ରସାରଣ ମନ୍ତ୍ରୀ କହିଛନ୍ତି। ଡେବିଟ କାର୍ଡ, ଭୀମ୍ ୟୁପିଆଇ ଏବଂ ଆଧାରଭିତ୍ତିକ ଭୁଗତାନ ବ୍ୟବସ୍ଥା ମାଧ୍ୟମରେ ହେଉଥିବା ନେଣଦେଣ ଉପରେ ଏହି ଛାଡ଼ ମିଳିବ। ଏହାଦ୍ୱାରା ଛୋଟ ବ୍ୟବସାୟୀମାନେ ଲାଭବାନ ହେବେ ଏବଂ ନଗଦ ରହିତ ଅର୍ଥନୀତି ଦିଗରେ ଦେଶ ଆଗେଇବ। ପ୍ରଧାନମନ୍ତ୍ରୀଙ୍କ ଅଧ୍ୟକ୍ଷତାରେ ବୈଠକରେ ଏହି ନିଷ୍ପତ୍ତି ନିଆଯାଇଥିଲା। [735,1377,1146,1497]
price-line-2 [390,1128,527,1163]
ticker-name-sensex: Sensex [406,19,456,38]
lead-bullet-box [391,473,721,565]
dollar-icon: $ [251,17,277,43]
mdr-body-2: ୨୦୦୦ ଟଙ୍କା ପର୍ଯ୍ୟନ୍ତ ଇ–ନେଣଦେଣ କ୍ଷେତ୍ରରେ ଲାଗୁ ହେଉଥିବା ମର୍ଚ୍ଚାଣ୍ଟ ଡିସ୍କାଉଣ୍ଟ ରେଟ୍ (ଏମଡିଆର୍) ବହନ କରିବେ ସରକାର। ଏ ନେଇ ମନ୍ତ୍ରିମଣ୍ଡଳ ବୈଠକରେ ନିଷ୍ପତ୍ତି ନିଆଯାଇଛି। ଆସନ୍ତା ଜାନୁଆରୀ ୧ ତାରିଖରୁ ଏହି ବ୍ୟବସ୍ଥା ଲାଗୁ ହେବ ଏବଂ ଦୁଇ ବର୍ଷ ପର୍ଯ୍ୟନ୍ତ ଏହା ଜାରି ରହିବ। ଏଥିପାଇଁ ସରକାରଙ୍କୁ ବର୍ଷକୁ ପ୍ରାୟ ୧,୦୫୦ କୋଟି ଟଙ୍କା ଖର୍ଚ୍ଚ ହେବ। ଡିଜିଟାଲ ନେଣଦେଣକୁ ପ୍ରୋତ୍ସାହନ ଦେବା ପାଇଁ ଏହି ପଦକ୍ଷେପ ନିଆଯାଇଛି ବୋଲି କେନ୍ଦ୍ର ସୂଚନା ଓ ପ୍ରସାରଣ ମନ୍ତ୍ରୀ କହିଛନ୍ତି। ଡେବିଟ କାର୍ଡ, ଭୀମ୍ ୟୁପିଆଇ ଏବଂ ଆଧାରଭିତ୍ତିକ ଭୁଗତାନ ବ୍ୟବସ୍ଥା ମାଧ୍ୟମରେ ହେଉଥିବା ନେଣଦେଣ ଉପରେ ଏହି ଛାଡ଼ ମିଳିବ। ଏହାଦ୍ୱାରା ଛୋଟ ବ୍ୟବସାୟୀମାନେ ଲାଭବାନ ହେବେ ଏବଂ ନଗଦ ରହିତ ଅର୍ଥନୀତି ଦିଗରେ ଦେଶ ଆଗେଇବ। ପ୍ରଧାନମନ୍ତ୍ରୀଙ୍କ ଅଧ୍ୟକ୍ଷତାରେ ବୈଠକରେ ଏହି ନିଷ୍ପତ୍ତି ନିଆଯାଇଥିଲା। [525,1512,725,1757]
tag-photo: ଫଟୋରେ [1240,195,1323,218]
price-line-3-text: ଟଚ୍ ସ୍କ୍ରିନ୍, ବ୍ଲୁଟୁଥ୍ ସଂଯୋଗ ସୁବିଧା [405,1168,525,1198]
quote-2-portrait [1384,114,1476,182]
left-column [14,195,190,1222]
bank-icon [805,1246,831,1268]
left-body-2: ନଭେମ୍ବର ମାସରେ ଦେଶର ରପ୍ତାନି ୩୦.୫୫% ବୃଦ୍ଧି ପାଇ ୨୬.୧୯ ବିଲିୟନ ଡଲାରରେ ପହଞ୍ଚିଛି। ଗତ ବର୍ଷ ନଭେମ୍ବରରେ ୨୦.୦୧ ବିଲିୟନ ଡଲାରର ରପ୍ତାନି ହୋଇଥିଲା। ବାଣିଜ୍ୟ ମନ୍ତ୍ରଣାଳୟର ତଥ୍ୟ ଅନୁଯାୟୀ ଆମଦାନୀ ମଧ୍ୟ ୧୯.୬୯% ବୃଦ୍ଧି ପାଇ ୪୦.୦୨ ବିଲିୟନ ଡଲାରରେ ପହଞ୍ଚିଛି। ବାଣିଜ୍ୟ ନିଅଣ୍ଟ ବୃଦ୍ଧି ପାଇ ୧୩.୮୩ ବିଲିୟନ ଡଲାରରେ ପହଞ୍ଚିଛି। ରତ୍ନ ଓ ଅଳଙ୍କାର, ଇଞ୍ଜିନିୟରିଂ ସାମଗ୍ରୀ, ପେଟ୍ରୋଲିୟମ ଉତ୍ପାଦ ଏବଂ ରସାୟନ କ୍ଷେତ୍ରରେ ଭଲ ରପ୍ତାନି ହୋଇଛି। ତେଲ ଆମଦାନୀ ୩୯.୧୨% ବୃଦ୍ଧି ପାଇ ୧୦.୪୧ ବିଲିୟନ ଡଲାରରେ ପହଞ୍ଚିଥିବା ବେଳେ ଅଣ-ତେଲ ଆମଦାନୀ ୧୪.୦୬% ବୃଦ୍ଧି ପାଇଛି। ଚଳିତ ଆର୍ଥିକ ବର୍ଷର ଏପ୍ରିଲରୁ ନଭେମ୍ବର ମଧ୍ୟରେ ରପ୍ତାନି ୧୨.୦୬% ବୃଦ୍ଧି ପାଇ ୧୯୬.୫୨ ବିଲିୟନ ଡଲାରରେ ପହଞ୍ଚିଛି ବୋଲି ସୂଚନା ମିଳିଛି। [14,637,190,882]
raj-logo [1291,757,1486,846]
modernization-headline: ଆଧୁନିକୀକରଣ କାର୍ଯ୍ୟ ପାଇଁ ଟ୍ରେନ୍ ପରିଚାଳନାରେ ପରିବର୍ତ୍ତନ [722,792,891,897]
lead-headline: ସ୍ମାର୍ଟଫୋନ୍, ଟିଭି, ଏଲ୍ଇଡି ଲ୍ୟାମ୍ପ ଆମଦାନୀ ଶୁଳ୍କ ବଢ଼ିଲା [265,198,1092,302]
quote-mark-icon: ❝ [849,128,868,166]
bank-center-story [354,1290,1146,1763]
boi-kicker: ଭୁବନେଶ୍ୱର,୧୫–୧୭ [365,1837,450,1850]
photo-feature-caption-2: ଟାଟା ମୋଟର୍ସ ଆଡ଼ିଏ ଟାଟା ଟିଗୋର ନୂତନ ସଂସ୍କରଣ ବଜାରକୁ ଛାଡ଼ିଛି। ଭୁବନେଶ୍ୱରରେ ଏହାର ଉନ୍ମୋଚନ କରାଯାଇଥିଲା। [1169,583,1484,607]
arrow-up-icon [524,23,540,36]
price-line-1-text: ମୂଲ୍ୟ ୯.୯୫ ଲକ୍ଷ ଟଙ୍କାରୁ ଆରମ୍ଭ (ଏକ୍ସ ଶୋ ରୁମ୍ ଭୁବନେଶ୍ୱର) [405,1074,517,1122]
ticker-nifty [488,19,618,65]
left-kicker-2: ନୂଆଦିଲ୍ଲୀ,୧୫–୧୭(ପିଟିଆଇ) [14,619,133,632]
photo-feature-car [1167,419,1486,579]
bank-left-photo-caption: ସୁଶାନ୍ତ କୁମାର ପାଣିଗ୍ରାହୀ [215,1533,308,1544]
boi-photo-event [525,1833,1146,1993]
bank-left-headline: ମୁଡ଼ିଆଇର ନୂତନ କ୍ଷେତ୍ରୀୟ ମୁଖ୍ୟ [34,1295,324,1321]
rbi-body-1: ଭାରତୀୟ ରିଜର୍ଭ ବ୍ୟାଙ୍କ (ଆରବିଆଇ)ର କର୍ମଚାରୀ ଓ ଅଧିକାରୀମାନେ ନିଜ ଦାବି ପୂରଣ ପାଇଁ ବିକ୍ଷୋଭ ପ୍ରଦର୍ଶନ କରିଛନ୍ତି। ଭୁବନେଶ୍ୱରସ୍ଥ ଆଞ୍ଚଳିକ କାର୍ଯ୍ୟାଳୟ ସମ୍ମୁଖରେ ସେମାନେ ଧାରଣା ଦେଇଥିଲେ। ପେନସନ ଉନ୍ନୟନ, ନିଯୁକ୍ତି ସମେତ ବିଭିନ୍ନ ଦାବି ପୂରଣ ପାଇଁ ସେମାନେ ଅନୁରୋଧ କରିଛନ୍ତି। ୨୦୧୨ ମସିହା ଠାରୁ ଏହି ଦାବି ରହିଆସିଛି ବୋଲି ସଂଗଠନ ପକ୍ଷରୁ କୁହାଯାଇଛି। ଦାବି ପୂରଣ ନହେଲେ ଆଗାମୀ ଦିନରେ ଆନ୍ଦୋଳନ ଆହୁରି ତୀବ୍ର କରାଯିବ ବୋଲି ଚେତାବନୀ ଦିଆଯାଇଛି। [14,1868,174,2051]
price-line-3 [390,1166,527,1201]
masthead [14,0,1486,88]
raj-body-2: ରାଜ୍ ଇଲେକ୍ଟ୍ରୋନିକ୍ସ ପକ୍ଷରୁ ଡିସେମ୍ବର ୧୬ ରୁ ୩୧ ତାରିଖ ପର୍ଯ୍ୟନ୍ତ ମେଗା ଏୟାର କଣ୍ଡିଶନର ସେଲ୍ ଆୟୋଜନ କରାଯାଇଛି। ଏହି ସେଲରେ ବିଭିନ୍ନ କମ୍ପାନୀର ଏୟାର କଣ୍ଡିଶନର ଉପରେ ୪୦% ପର୍ଯ୍ୟନ୍ତ ଛାଡ଼ ଦିଆଯାଉଛି। ଏହା ସହିତ ନଗଦ ଛାଡ଼, ଏକ୍ସଚେଞ୍ଜ ଅଫର୍ ଏବଂ ଇଏମଆଇ ସୁବିଧା ମଧ୍ୟ ଉପଲବ୍ଧ ରହିଛି। ଗ୍ରାହକମାନେ ଶୂନ ପ୍ରତିଶତ ସୁଧ ହାରରେ ଇଏମଆଇ ସୁବିଧା ନେଇ ପାରିବେ। ସେଲ୍ ଅବସରରେ ଗ୍ରାହକଙ୍କ ପାଇଁ ଆକର୍ଷଣୀୟ ଉପହାର ମଧ୍ୟ ରଖାଯାଇଛି। ଭୁବନେଶ୍ୱରର ସମସ୍ତ ଶୋରୁମରେ ଏହି ଅଫର୍ ଉପଲବ୍ଧ ହେବ ବୋଲି କମ୍ପାନୀର ପରିଚାଳନା ନିର୍ଦ୍ଦେଶକ କହିଛନ୍ତି। ଏହି ସେଲରେ ସମସ୍ତ ପ୍ରମୁଖ ବ୍ରାଣ୍ଡର ଉତ୍ପାଦ ଉପଲବ୍ଧ ରହିବ ଏବଂ ହୋମ୍ ଡେଲିଭରି ସୁବିଧା ମଧ୍ୟ ଦିଆଯିବ। [1291,847,1486,1092]
reg-group-2 [289,2316,347,2329]
ticker-name-nifty: Nifty [544,19,582,38]
mahindra-story [211,788,711,1223]
quote-1 [190,110,838,185]
quote-mark-icon: ❝ [201,128,220,166]
lead-photo-phones [391,312,721,467]
lead-col-last [731,312,901,773]
summary-badge-wrap [14,110,190,185]
ticker-gold [617,19,737,65]
masthead-divider [1227,0,1228,84]
agenda-headline: ୨୦୧୮ର ଏଜେଣ୍ଡା ବ୍ୟାଙ୍କ ଦୃଢ଼ୀକରଣ [1210,1784,1442,1837]
mdr-kicker: ନୂଆଦିଲ୍ଲୀ,୧୫–୧୭(ପିଟିଆଇ) [365,1379,484,1392]
square-bullet-icon [390,1131,399,1140]
reg-group-1 [85,2316,119,2329]
bank-section [14,1290,1486,1763]
rbi-kicker: ଭୁବନେଶ୍ୱର,୧୫–୧୭ [14,1850,99,1863]
ticker-badge-nifty: 81.15 [498,47,536,61]
bank-news-title [643,1241,858,1273]
quote-1-text: ଅର୍ଥନୀତି ରୋକିବା ଦିଗରେ ବିମୁଦ୍ରାକରଣ ଉଚିତ ପଦକ୍ଷେପ ସାବ୍ୟସ୍ତ ହୋଇନାହିଁ। [227,129,610,145]
boi-body-2: ବ୍ୟାଙ୍କ ଅଫ ଇଣ୍ଡିଆ (ବିଓଆଇ) ଭୁବନେଶ୍ୱର ଅଞ୍ଚଳ ପକ୍ଷରୁ ସ୍ଟାର୍ ମହୋତ୍ସବ ପାଳନ କରାଯାଇଛି। ଏହି ଅବସରରେ ଗ୍ରାହକଙ୍କୁ ଋଣ ମଞ୍ଜୁରୀ ପତ୍ର ପ୍ରଦାନ କରାଯାଇଥିଲା। ଗୃହ ଋଣ, କାର ଋଣ, ଶିକ୍ଷା ଋଣ ଏବଂ ମୁଦ୍ରା ଋଣ କ୍ଷେତ୍ରରେ ସ୍ୱତନ୍ତ୍ର ଗୁରୁତ୍ୱ ଦିଆଯାଇଛି। ବ୍ୟାଙ୍କର ଅଞ୍ଚଳ ପ୍ରବନ୍ଧକ ଏହି କାର୍ଯ୍ୟକ୍ରମରେ ଯୋଗ ଦେଇଥିଲେ। ଗ୍ରାହକମାନଙ୍କୁ ଡିଜିଟାଲ ସେବା ବିଷୟରେ ମଧ୍ୟ ଅବଗତ କରାଯାଇଥିଲା। [525,2011,1146,2054]
ticker-value-dollar: 64.04 [287,28,329,49]
photo-feature-caption-1: ଭୁବନେଶ୍ୱରସ୍ଥ ଏକ ହୋଟେଲରେ ଆୟୋଜିତ ବ୍ୟାଙ୍କ୍ ବଜାର ସମ୍ମିଳନୀରେ ଯୋଗ ଦେଇଥିବା ପ୍ରତିନିଧିମାନେ। ଏଠାରେ ବିଭିନ୍ନ ବିଷୟରେ ଆଲୋଚନା କରାଯାଇଥିଲା। [1169,387,1484,411]
agenda-story [1156,1780,1486,2057]
modernization-story [721,788,891,1223]
boi-photo-caption: ଆରଏସଡିଏସରେ ସାଧାରଣ ସମ୍ପାଦକ ଓ ଡିଜିଟାଲ ଅଧିକ ଏବଂ ମନୋନୀତ ପ୍ରତିନିଧିଙ୍କୁ ଋଣ ପତ୍ର ପ୍ରଦାନ କରାଯାଉଛି। [527,1997,931,2008]
lead-bullet-3-text: ଡିଜିଟାଲ ଷ୍ଟାଟିକ୍ ଯନ୍ତ୍ରରେ ୧୫% ଟିଭି କ୍ୟାମେରାଗୁଡ଼ିକ ଉପରେ ୧୫% [415,538,704,551]
mahindra-body: ପ୍ରମୁଖ କାର ନିର୍ମାଣ କମ୍ପାନୀ ମହିନ୍ଦ୍ରା ଆଣ୍ଡ ମହିନ୍ଦ୍ରା ପକ୍ଷରୁ ନୂଆ ସ୍କର୍ପିଓ ବଜାରକୁ ଛଡ଼ାଯାଇଛି। ଏହା ଆଧୁନିକ ବୈଶିଷ୍ଟ୍ୟ ସହିତ ନୂଆ ଡିଜାଇନରେ ପ୍ରସ୍ତୁତ କରାଯାଇଛି। ଏହି ଗାଡ଼ିରେ ନୂଆ ଇଞ୍ଜିନ୍, ଉନ୍ନତ ସସ୍ପେନସନ୍ ଏବଂ ଅଧିକ ସୁରକ୍ଷା ବ୍ୟବସ୍ଥା ରହିଛି। ଆଧୁନିକ ଇନ୍‌ଫୋଟେନ୍‌ମେଣ୍ଟ ସିଷ୍ଟମ୍, ଟଚ୍‌ସ୍କ୍ରିନ୍ ଡିସପ୍ଲେ ଏବଂ ବ୍ଲୁଟୁଥ୍ ସଂଯୋଗ ସୁବିଧା ଦିଆଯାଇଛି। ଗ୍ରାହକଙ୍କ ସୁବିଧା ପାଇଁ ବିଭିନ୍ନ ଭେରିଏଣ୍ଟରେ ଏହା ଉପଲବ୍ଧ ହେଉଛି। ଭୁବନେଶ୍ୱରସ୍ଥ ଶୋରୁମରେ ଏହାର ପ୍ରଦର୍ଶନୀ କରାଯାଇଥିଲା। ଏହି ଅବସରରେ କମ୍ପାନୀର ବରିଷ୍ଠ ଅଧିକାରୀମାନେ ଉପସ୍ଥିତ ଥିଲେ। ଗ୍ରାହକମାନେ ନୂଆ ମଡେଲକୁ ଭଲ ସମର୍ଥନ ଦେଉଛନ୍ତି ବୋଲି କମ୍ପାନୀ ପକ୍ଷରୁ କୁହାଯାଇଛି। [211,863,371,1108]
boi-body-1: ବ୍ୟାଙ୍କ ଅଫ ଇଣ୍ଡିଆ (ବିଓଆଇ) ଭୁବନେଶ୍ୱର ଅଞ୍ଚଳ ପକ୍ଷରୁ ସ୍ଟାର୍ ମହୋତ୍ସବ ପାଳନ କରାଯାଇଛି। ଏହି ଅବସରରେ ଗ୍ରାହକଙ୍କୁ ଋଣ ମଞ୍ଜୁରୀ ପତ୍ର ପ୍ରଦାନ କରାଯାଇଥିଲା। ଗୃହ ଋଣ, କାର ଋଣ, ଶିକ୍ଷା ଋଣ ଏବଂ ମୁଦ୍ରା ଋଣ କ୍ଷେତ୍ରରେ ସ୍ୱତନ୍ତ୍ର ଗୁରୁତ୍ୱ ଦିଆଯାଇଛି। ବ୍ୟାଙ୍କର ଅଞ୍ଚଳ ପ୍ରବନ୍ଧକ ଏହି କାର୍ଯ୍ୟକ୍ରମରେ ଯୋଗ ଦେଇଥିଲେ। ଗ୍ରାହକମାନଙ୍କୁ ଡିଜିଟାଲ ସେବା ବିଷୟରେ ମଧ୍ୟ ଅବଗତ କରାଯାଇଥିଲା। [365,1855,515,2038]
